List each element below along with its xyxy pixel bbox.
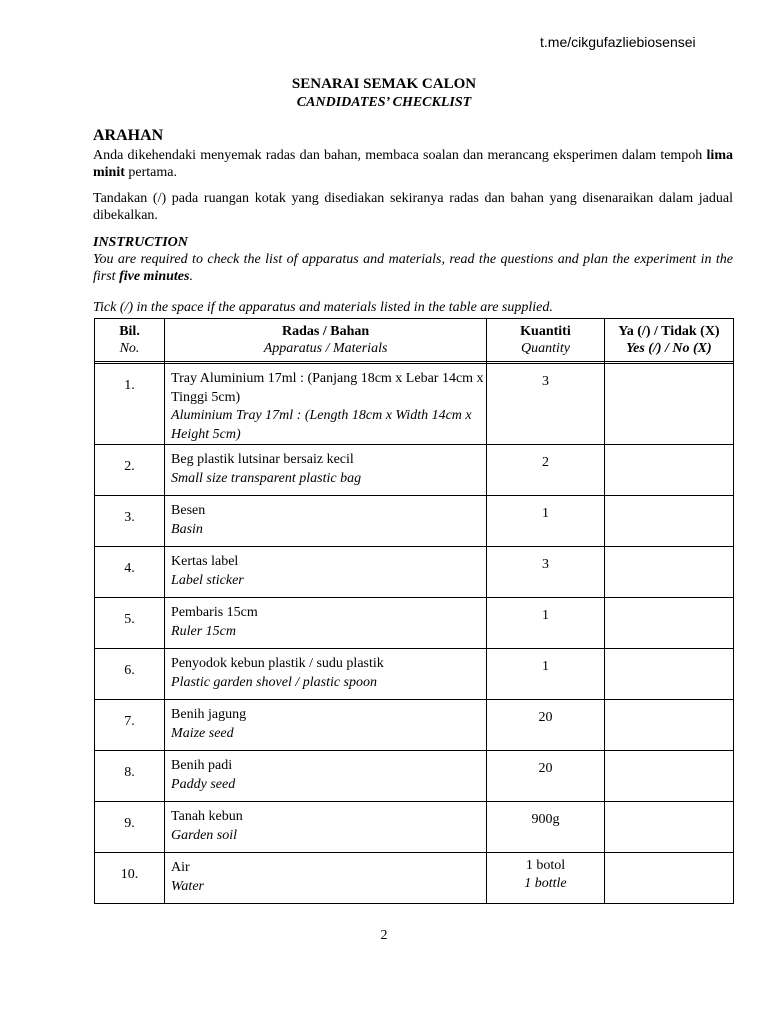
- arahan-paragraph-1: [93, 147, 733, 181]
- item-malay: Beg plastik lutsinar bersaiz kecil: [171, 452, 354, 467]
- item-english: Garden soil: [171, 827, 238, 843]
- row-number: 8.: [95, 751, 165, 802]
- quantity-value: 20: [538, 761, 553, 776]
- table-row: [95, 853, 734, 904]
- row-number: 3.: [95, 496, 165, 547]
- header-item: [165, 319, 487, 362]
- arahan-p1-end: pertama.: [124, 165, 177, 180]
- header-no-ms: Bil.: [119, 324, 140, 339]
- instruction-paragraph-1: [93, 251, 733, 285]
- quantity-value: 900g: [531, 812, 560, 827]
- table-row: [95, 445, 734, 496]
- check-box-cell[interactable]: [604, 853, 733, 904]
- row-item: [165, 700, 487, 751]
- row-item: [165, 496, 487, 547]
- check-box-cell[interactable]: [604, 649, 733, 700]
- item-malay: Benih jagung: [171, 707, 247, 722]
- check-box-cell[interactable]: [604, 364, 733, 445]
- row-item: [165, 649, 487, 700]
- instruction-p1-end: .: [189, 269, 193, 284]
- row-number: 4.: [95, 547, 165, 598]
- header-no-en: No.: [119, 341, 140, 356]
- quantity-value: 1: [541, 659, 549, 674]
- row-quantity: [487, 496, 605, 547]
- table-row: [95, 598, 734, 649]
- header-check-ms: Ya (/) / Tidak (X): [618, 324, 720, 339]
- check-box-cell[interactable]: [604, 445, 733, 496]
- row-number: 6.: [95, 649, 165, 700]
- item-english: Plastic garden shovel / plastic spoon: [171, 674, 378, 690]
- row-item: [165, 853, 487, 904]
- quantity-english: 1 bottle: [524, 876, 567, 891]
- title-english: CANDIDATES’ CHECKLIST: [296, 95, 472, 110]
- arahan-paragraph-2: Tandakan (/) pada ruangan kotak yang disediakan sekiranya radas dan bahan yang disenaraikan dalam jadual dibekalkan.: [93, 191, 733, 223]
- instruction-paragraph-2: Tick (/) in the space if the apparatus and materials listed in the table are supplied.: [93, 300, 553, 315]
- item-english: Small size transparent plastic bag: [171, 470, 362, 486]
- title-malay: SENARAI SEMAK CALON: [291, 76, 477, 92]
- row-quantity: [487, 649, 605, 700]
- row-number: 7.: [95, 700, 165, 751]
- item-english: Label sticker: [171, 572, 244, 588]
- item-english: Maize seed: [171, 725, 234, 741]
- table-row: [95, 364, 734, 445]
- header-qty-en: Quantity: [520, 341, 570, 356]
- item-malay: Tray Aluminium 17ml : (Panjang 18cm x Lebar 14cm x Tinggi 5cm): [171, 371, 484, 405]
- quantity-value: 1: [541, 506, 549, 521]
- quantity-value: 2: [541, 455, 549, 470]
- table-row: [95, 547, 734, 598]
- row-quantity: [487, 802, 605, 853]
- check-box-cell[interactable]: [604, 547, 733, 598]
- item-malay: Tanah kebun: [171, 809, 243, 824]
- row-item: [165, 364, 487, 445]
- header-check-en: Yes (/) / No (X): [626, 341, 712, 356]
- check-box-cell[interactable]: [604, 700, 733, 751]
- quantity-value: 20: [538, 710, 553, 725]
- item-malay: Besen: [171, 503, 206, 518]
- table-row: [95, 700, 734, 751]
- header-url: t.me/cikgufazliebiosensei: [540, 34, 696, 50]
- item-malay: Benih padi: [171, 758, 233, 773]
- item-malay: Pembaris 15cm: [171, 605, 258, 620]
- item-malay: Air: [171, 860, 190, 875]
- item-malay: Penyodok kebun plastik / sudu plastik: [171, 656, 384, 671]
- row-quantity: [487, 700, 605, 751]
- checklist-table: [94, 318, 734, 904]
- arahan-p1-text: Anda dikehendaki menyemak radas dan bahan, membaca soalan dan merancang eksperimen dalam tempoh: [93, 148, 707, 163]
- check-box-cell[interactable]: [604, 751, 733, 802]
- header-no: [95, 319, 165, 362]
- quantity-value: 1 botol: [525, 858, 566, 873]
- row-number: 1.: [95, 364, 165, 445]
- arahan-heading: ARAHAN: [93, 127, 164, 144]
- row-item: [165, 598, 487, 649]
- row-number: 5.: [95, 598, 165, 649]
- row-number: 9.: [95, 802, 165, 853]
- header-item-en: Apparatus / Materials: [263, 341, 388, 356]
- row-number: 10.: [95, 853, 165, 904]
- arahan-p1-bold: lima minit: [93, 148, 733, 180]
- table-row: [95, 802, 734, 853]
- row-quantity: [487, 364, 605, 445]
- page-number: 2: [380, 928, 388, 943]
- table-header-row: [95, 319, 734, 362]
- row-item: [165, 445, 487, 496]
- item-english: Water: [171, 878, 204, 894]
- quantity-value: 1: [541, 608, 549, 623]
- check-box-cell[interactable]: [604, 598, 733, 649]
- item-english: Paddy seed: [171, 776, 236, 792]
- check-box-cell[interactable]: [604, 496, 733, 547]
- table-row: [95, 751, 734, 802]
- row-quantity: [487, 547, 605, 598]
- header-qty-ms: Kuantiti: [520, 324, 571, 339]
- item-english: Aluminium Tray 17ml : (Length 18cm x Width 14cm x Height 5cm): [171, 408, 472, 442]
- row-quantity: [487, 445, 605, 496]
- item-english: Ruler 15cm: [171, 623, 236, 639]
- table-row: [95, 496, 734, 547]
- row-number: 2.: [95, 445, 165, 496]
- row-quantity: [487, 853, 605, 904]
- header-item-ms: Radas / Bahan: [282, 324, 370, 339]
- instruction-p1-text: You are required to check the list of apparatus and materials, read the questions and plan the experiment in the first: [93, 252, 733, 284]
- item-malay: Kertas label: [171, 554, 239, 569]
- check-box-cell[interactable]: [604, 802, 733, 853]
- table-row: [95, 649, 734, 700]
- header-check: [604, 319, 733, 362]
- instruction-p1-bold: five minutes: [119, 269, 190, 284]
- header-quantity: [487, 319, 605, 362]
- row-quantity: [487, 751, 605, 802]
- item-english: Basin: [171, 521, 203, 537]
- quantity-value: 3: [541, 374, 549, 389]
- quantity-value: 3: [541, 557, 549, 572]
- row-item: [165, 802, 487, 853]
- row-item: [165, 547, 487, 598]
- row-quantity: [487, 598, 605, 649]
- instruction-heading: INSTRUCTION: [93, 235, 188, 250]
- row-item: [165, 751, 487, 802]
